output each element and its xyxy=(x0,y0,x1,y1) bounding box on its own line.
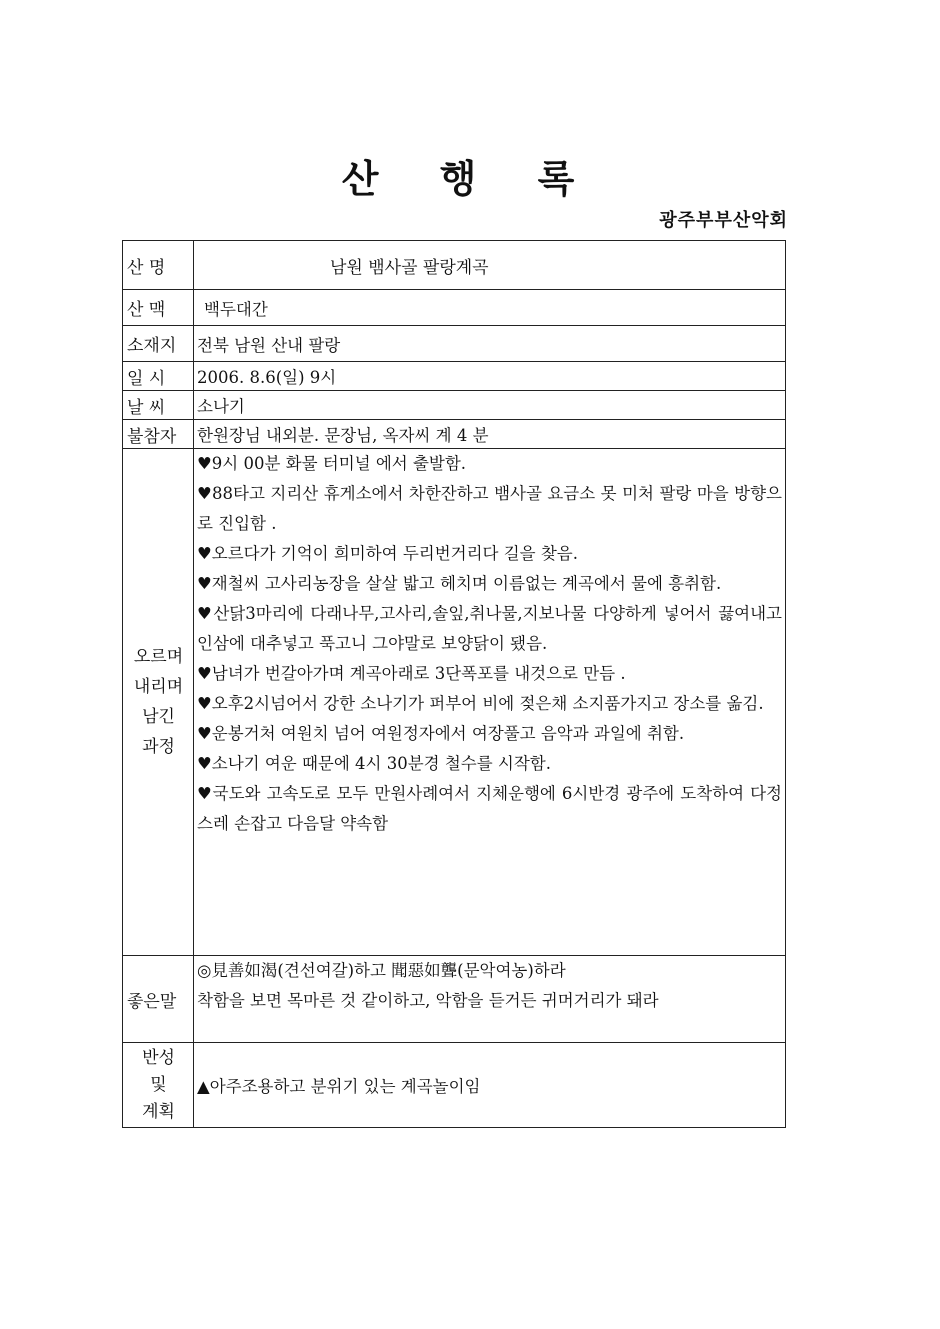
value-reflection-plan: ▲아주조용하고 분위기 있는 계곡놀이임 xyxy=(194,1043,786,1128)
process-item: ♥88타고 지리산 휴게소에서 차한잔하고 뱀사골 요금소 못 미처 팔랑 마을 방향으로 진입함 . xyxy=(197,484,783,533)
value-date: 2006. 8.6(일) 9시 xyxy=(194,362,786,391)
row-date xyxy=(123,362,786,391)
label-plan-line: 계획 xyxy=(142,1101,175,1122)
good-words-line-2: 착함을 보면 목마른 것 같이하고, 악함을 듣거든 귀머거리가 돼라 xyxy=(197,991,659,1010)
label-weather: 날 씨 xyxy=(123,391,194,420)
heart-icon: ♥ xyxy=(197,574,212,593)
process-item: ♥국도와 고속도로 모두 만원사례여서 지체운행에 6시반경 광주에 도착하여 다정스레 손잡고 다음달 약속함 xyxy=(197,784,782,833)
process-item: ♥운봉거처 여원치 넘어 여원정자에서 여장풀고 음악과 과일에 취함. xyxy=(197,724,685,743)
row-good-words xyxy=(123,956,786,1043)
label-process xyxy=(123,449,194,956)
row-absentees xyxy=(123,420,786,449)
label-date: 일 시 xyxy=(123,362,194,391)
process-item: ♥오르다가 기억이 희미하여 두리번거리다 길을 찾음. xyxy=(197,544,578,563)
label-location: 소재지 xyxy=(123,326,194,362)
value-mountain-range: 백두대간 xyxy=(194,290,786,326)
value-absentees: 한원장님 내외분. 문장님, 옥자씨 계 4 분 xyxy=(194,420,786,449)
good-words-line-1: ◎見善如渴(견선여갈)하고 聞惡如聾(문악여농)하라 xyxy=(197,961,566,980)
value-mountain-name: 남원 뱀사골 팔랑계곡 xyxy=(194,241,786,290)
label-mountain-range: 산 맥 xyxy=(123,290,194,326)
label-process-line: 과정 xyxy=(142,737,175,757)
process-item: ♥9시 00분 화물 터미널 에서 출발함. xyxy=(197,454,467,473)
heart-icon: ♥ xyxy=(197,694,212,713)
row-weather xyxy=(123,391,786,420)
label-good-words: 좋은말 xyxy=(123,956,194,1043)
label-process-line: 남긴 xyxy=(142,707,175,727)
row-process xyxy=(123,449,786,956)
row-location xyxy=(123,326,786,362)
page-title: 산 행 록 xyxy=(341,156,599,201)
label-plan-line: 및 xyxy=(150,1074,167,1095)
process-item: ♥재철씨 고사리농장을 살살 밟고 헤치며 이름없는 계곡에서 물에 흥취함. xyxy=(197,574,722,593)
label-plan-line: 반성 xyxy=(142,1047,175,1068)
label-reflection-plan xyxy=(123,1043,194,1128)
value-good-words xyxy=(194,956,786,1043)
process-item: ♥소나기 여운 때문에 4시 30분경 철수를 시작함. xyxy=(197,754,551,773)
process-item: ♥오후2시넘어서 강한 소나기가 퍼부어 비에 젖은채 소지품가지고 장소를 옮김. xyxy=(197,694,764,713)
label-mountain-name: 산 명 xyxy=(123,241,194,290)
label-process-line: 오르며 xyxy=(133,647,184,667)
heart-icon: ♥ xyxy=(197,604,214,623)
label-process-line: 내리며 xyxy=(133,677,184,697)
organization-name: 광주부부산악회 xyxy=(659,210,788,231)
value-weather: 소나기 xyxy=(194,391,786,420)
heart-icon: ♥ xyxy=(197,664,212,683)
heart-icon: ♥ xyxy=(197,454,212,473)
heart-icon: ♥ xyxy=(197,724,212,743)
row-reflection-plan xyxy=(123,1043,786,1128)
label-absentees: 불참자 xyxy=(123,420,194,449)
heart-icon: ♥ xyxy=(197,754,212,773)
heart-icon: ♥ xyxy=(197,784,213,803)
row-mountain-name xyxy=(123,241,786,290)
hiking-record-table xyxy=(122,240,786,1128)
value-location: 전북 남원 산내 팔랑 xyxy=(194,326,786,362)
process-item: ♥산닭3마리에 다래나무,고사리,솔잎,취나물,지보나물 다양하게 넣어서 끓여내고 인삼에 대추넣고 푹고니 그야말로 보양닭이 됐음. xyxy=(197,604,782,653)
row-mountain-range xyxy=(123,290,786,326)
process-item: ♥남녀가 번갈아가며 계곡아래로 3단폭포를 내것으로 만듬 . xyxy=(197,664,626,683)
process-list xyxy=(194,449,786,956)
heart-icon: ♥ xyxy=(197,544,212,563)
heart-icon: ♥ xyxy=(197,484,213,503)
